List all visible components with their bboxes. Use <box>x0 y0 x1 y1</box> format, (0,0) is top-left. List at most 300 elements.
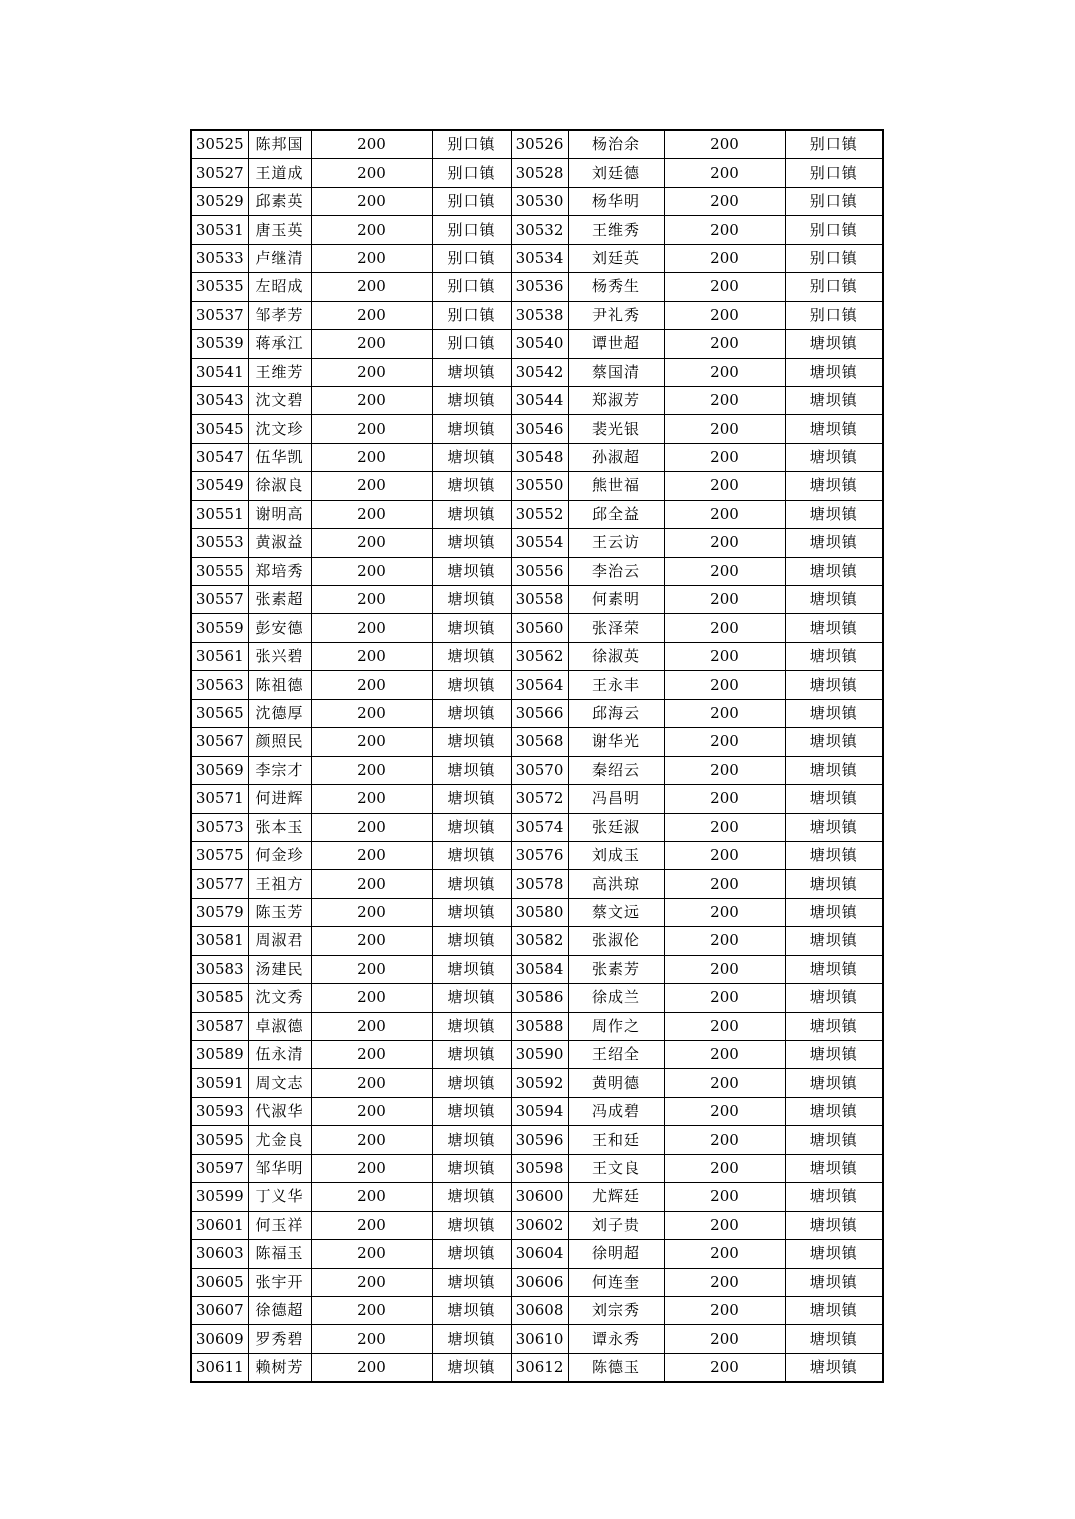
name-cell: 徐明超 <box>568 1240 664 1268</box>
name-cell: 谭永秀 <box>568 1325 664 1353</box>
amount-cell: 200 <box>664 415 785 443</box>
name-cell: 刘廷德 <box>568 159 664 187</box>
name-cell: 李宗才 <box>248 756 311 784</box>
record-id-cell: 30591 <box>191 1069 248 1097</box>
record-id-cell: 30549 <box>191 472 248 500</box>
town-cell: 塘坝镇 <box>785 586 883 614</box>
amount-cell: 200 <box>311 386 432 414</box>
record-id-cell: 30576 <box>511 841 568 869</box>
amount-cell: 200 <box>664 1211 785 1239</box>
town-cell: 塘坝镇 <box>785 870 883 898</box>
table-row <box>191 159 883 187</box>
table-row <box>191 1268 883 1296</box>
name-cell: 邹孝芳 <box>248 301 311 329</box>
name-cell: 王祖方 <box>248 870 311 898</box>
town-cell: 塘坝镇 <box>785 1325 883 1353</box>
record-id-cell: 30539 <box>191 330 248 358</box>
record-id-cell: 30546 <box>511 415 568 443</box>
name-cell: 郑淑芳 <box>568 386 664 414</box>
table-row <box>191 1183 883 1211</box>
name-cell: 蔡文远 <box>568 898 664 926</box>
amount-cell: 200 <box>311 500 432 528</box>
town-cell: 塘坝镇 <box>785 927 883 955</box>
name-cell: 罗秀碧 <box>248 1325 311 1353</box>
name-cell: 陈玉芳 <box>248 898 311 926</box>
amount-cell: 200 <box>664 927 785 955</box>
amount-cell: 200 <box>311 1097 432 1125</box>
record-id-cell: 30561 <box>191 642 248 670</box>
town-cell: 别口镇 <box>432 130 511 159</box>
town-cell: 塘坝镇 <box>785 841 883 869</box>
name-cell: 何玉祥 <box>248 1211 311 1239</box>
amount-cell: 200 <box>311 785 432 813</box>
record-id-cell: 30543 <box>191 386 248 414</box>
table-row <box>191 870 883 898</box>
record-id-cell: 30566 <box>511 699 568 727</box>
table-row <box>191 330 883 358</box>
town-cell: 塘坝镇 <box>785 529 883 557</box>
amount-cell: 200 <box>311 358 432 386</box>
name-cell: 陈邦国 <box>248 130 311 159</box>
record-id-cell: 30568 <box>511 728 568 756</box>
amount-cell: 200 <box>664 1325 785 1353</box>
amount-cell: 200 <box>311 1296 432 1324</box>
table-row <box>191 728 883 756</box>
town-cell: 塘坝镇 <box>432 1325 511 1353</box>
town-cell: 塘坝镇 <box>432 1154 511 1182</box>
record-id-cell: 30544 <box>511 386 568 414</box>
name-cell: 孙淑超 <box>568 443 664 471</box>
table-row <box>191 1126 883 1154</box>
amount-cell: 200 <box>311 1325 432 1353</box>
amount-cell: 200 <box>664 955 785 983</box>
amount-cell: 200 <box>664 1296 785 1324</box>
record-id-cell: 30605 <box>191 1268 248 1296</box>
record-id-cell: 30555 <box>191 557 248 585</box>
town-cell: 塘坝镇 <box>432 1069 511 1097</box>
amount-cell: 200 <box>311 216 432 244</box>
town-cell: 塘坝镇 <box>432 728 511 756</box>
amount-cell: 200 <box>664 500 785 528</box>
amount-cell: 200 <box>311 1211 432 1239</box>
name-cell: 张本玉 <box>248 813 311 841</box>
amount-cell: 200 <box>664 557 785 585</box>
town-cell: 塘坝镇 <box>785 1012 883 1040</box>
record-id-cell: 30542 <box>511 358 568 386</box>
name-cell: 张廷淑 <box>568 813 664 841</box>
record-id-cell: 30564 <box>511 671 568 699</box>
table-row <box>191 472 883 500</box>
amount-cell: 200 <box>311 1041 432 1069</box>
name-cell: 张淑伦 <box>568 927 664 955</box>
name-cell: 高洪琼 <box>568 870 664 898</box>
record-id-cell: 30567 <box>191 728 248 756</box>
amount-cell: 200 <box>311 1353 432 1382</box>
name-cell: 王维芳 <box>248 358 311 386</box>
record-id-cell: 30548 <box>511 443 568 471</box>
town-cell: 别口镇 <box>785 301 883 329</box>
name-cell: 邱海云 <box>568 699 664 727</box>
town-cell: 塘坝镇 <box>432 1041 511 1069</box>
amount-cell: 200 <box>311 130 432 159</box>
table-row <box>191 1069 883 1097</box>
name-cell: 王和廷 <box>568 1126 664 1154</box>
record-id-cell: 30587 <box>191 1012 248 1040</box>
amount-cell: 200 <box>664 1154 785 1182</box>
amount-cell: 200 <box>311 557 432 585</box>
table-row <box>191 1325 883 1353</box>
record-id-cell: 30590 <box>511 1041 568 1069</box>
town-cell: 塘坝镇 <box>785 1211 883 1239</box>
record-id-cell: 30553 <box>191 529 248 557</box>
table-row <box>191 614 883 642</box>
record-id-cell: 30598 <box>511 1154 568 1182</box>
record-id-cell: 30529 <box>191 187 248 215</box>
record-id-cell: 30582 <box>511 927 568 955</box>
amount-cell: 200 <box>664 671 785 699</box>
name-cell: 周淑君 <box>248 927 311 955</box>
town-cell: 塘坝镇 <box>432 1183 511 1211</box>
town-cell: 别口镇 <box>432 244 511 272</box>
town-cell: 别口镇 <box>432 273 511 301</box>
amount-cell: 200 <box>311 927 432 955</box>
record-id-cell: 30612 <box>511 1353 568 1382</box>
name-cell: 秦绍云 <box>568 756 664 784</box>
name-cell: 尤辉廷 <box>568 1183 664 1211</box>
record-id-cell: 30580 <box>511 898 568 926</box>
table-row <box>191 273 883 301</box>
name-cell: 邱素英 <box>248 187 311 215</box>
town-cell: 塘坝镇 <box>432 1097 511 1125</box>
record-id-cell: 30609 <box>191 1325 248 1353</box>
amount-cell: 200 <box>664 1097 785 1125</box>
amount-cell: 200 <box>311 159 432 187</box>
table-row <box>191 1353 883 1382</box>
record-id-cell: 30562 <box>511 642 568 670</box>
record-id-cell: 30565 <box>191 699 248 727</box>
name-cell: 徐淑英 <box>568 642 664 670</box>
name-cell: 王维秀 <box>568 216 664 244</box>
amount-cell: 200 <box>311 415 432 443</box>
name-cell: 尹礼秀 <box>568 301 664 329</box>
name-cell: 陈福玉 <box>248 1240 311 1268</box>
town-cell: 塘坝镇 <box>785 1126 883 1154</box>
name-cell: 沈德厚 <box>248 699 311 727</box>
town-cell: 塘坝镇 <box>432 785 511 813</box>
record-id-cell: 30533 <box>191 244 248 272</box>
name-cell: 沈文碧 <box>248 386 311 414</box>
amount-cell: 200 <box>664 898 785 926</box>
record-id-cell: 30540 <box>511 330 568 358</box>
record-id-cell: 30585 <box>191 984 248 1012</box>
record-id-cell: 30536 <box>511 273 568 301</box>
town-cell: 塘坝镇 <box>785 614 883 642</box>
name-cell: 杨华明 <box>568 187 664 215</box>
town-cell: 塘坝镇 <box>785 699 883 727</box>
amount-cell: 200 <box>664 443 785 471</box>
table-row <box>191 841 883 869</box>
table-row <box>191 1097 883 1125</box>
name-cell: 冯成碧 <box>568 1097 664 1125</box>
table-row <box>191 813 883 841</box>
name-cell: 汤建民 <box>248 955 311 983</box>
town-cell: 塘坝镇 <box>785 898 883 926</box>
amount-cell: 200 <box>311 1126 432 1154</box>
name-cell: 郑培秀 <box>248 557 311 585</box>
name-cell: 王永丰 <box>568 671 664 699</box>
amount-cell: 200 <box>311 443 432 471</box>
town-cell: 塘坝镇 <box>785 955 883 983</box>
name-cell: 卢继清 <box>248 244 311 272</box>
amount-cell: 200 <box>664 330 785 358</box>
name-cell: 何进辉 <box>248 785 311 813</box>
record-id-cell: 30527 <box>191 159 248 187</box>
name-cell: 冯昌明 <box>568 785 664 813</box>
name-cell: 谭世超 <box>568 330 664 358</box>
table-row <box>191 642 883 670</box>
name-cell: 代淑华 <box>248 1097 311 1125</box>
amount-cell: 200 <box>664 1240 785 1268</box>
amount-cell: 200 <box>664 1069 785 1097</box>
amount-cell: 200 <box>311 813 432 841</box>
amount-cell: 200 <box>664 785 785 813</box>
town-cell: 塘坝镇 <box>432 813 511 841</box>
town-cell: 塘坝镇 <box>785 472 883 500</box>
table-row <box>191 529 883 557</box>
town-cell: 别口镇 <box>785 216 883 244</box>
name-cell: 刘成玉 <box>568 841 664 869</box>
record-id-cell: 30608 <box>511 1296 568 1324</box>
record-id-cell: 30593 <box>191 1097 248 1125</box>
name-cell: 张泽荣 <box>568 614 664 642</box>
town-cell: 塘坝镇 <box>432 529 511 557</box>
table-row <box>191 898 883 926</box>
town-cell: 塘坝镇 <box>785 1097 883 1125</box>
name-cell: 何素明 <box>568 586 664 614</box>
amount-cell: 200 <box>664 1012 785 1040</box>
amount-cell: 200 <box>664 984 785 1012</box>
amount-cell: 200 <box>664 870 785 898</box>
town-cell: 塘坝镇 <box>432 1126 511 1154</box>
name-cell: 邹华明 <box>248 1154 311 1182</box>
record-id-cell: 30601 <box>191 1211 248 1239</box>
amount-cell: 200 <box>311 1069 432 1097</box>
town-cell: 别口镇 <box>432 216 511 244</box>
name-cell: 王绍全 <box>568 1041 664 1069</box>
record-id-cell: 30594 <box>511 1097 568 1125</box>
table-row <box>191 1296 883 1324</box>
amount-cell: 200 <box>311 642 432 670</box>
town-cell: 塘坝镇 <box>432 642 511 670</box>
table-row <box>191 927 883 955</box>
name-cell: 沈文珍 <box>248 415 311 443</box>
town-cell: 塘坝镇 <box>785 1240 883 1268</box>
record-id-cell: 30584 <box>511 955 568 983</box>
name-cell: 徐德超 <box>248 1296 311 1324</box>
town-cell: 塘坝镇 <box>432 1296 511 1324</box>
amount-cell: 200 <box>311 870 432 898</box>
name-cell: 刘子贵 <box>568 1211 664 1239</box>
amount-cell: 200 <box>311 187 432 215</box>
amount-cell: 200 <box>311 984 432 1012</box>
name-cell: 伍永清 <box>248 1041 311 1069</box>
amount-cell: 200 <box>311 699 432 727</box>
name-cell: 邱全益 <box>568 500 664 528</box>
town-cell: 塘坝镇 <box>432 1012 511 1040</box>
name-cell: 熊世福 <box>568 472 664 500</box>
town-cell: 塘坝镇 <box>785 642 883 670</box>
town-cell: 塘坝镇 <box>785 1353 883 1382</box>
record-id-cell: 30556 <box>511 557 568 585</box>
amount-cell: 200 <box>311 955 432 983</box>
table-row <box>191 1211 883 1239</box>
table-row <box>191 1240 883 1268</box>
name-cell: 丁义华 <box>248 1183 311 1211</box>
name-cell: 伍华凯 <box>248 443 311 471</box>
name-cell: 尤金良 <box>248 1126 311 1154</box>
town-cell: 塘坝镇 <box>785 443 883 471</box>
table-row <box>191 500 883 528</box>
name-cell: 何金珍 <box>248 841 311 869</box>
name-cell: 唐玉英 <box>248 216 311 244</box>
amount-cell: 200 <box>664 1126 785 1154</box>
name-cell: 沈文秀 <box>248 984 311 1012</box>
town-cell: 别口镇 <box>785 130 883 159</box>
record-id-cell: 30541 <box>191 358 248 386</box>
record-id-cell: 30588 <box>511 1012 568 1040</box>
record-id-cell: 30583 <box>191 955 248 983</box>
record-id-cell: 30545 <box>191 415 248 443</box>
table-row <box>191 984 883 1012</box>
roster-table <box>190 129 884 1383</box>
amount-cell: 200 <box>311 301 432 329</box>
town-cell: 塘坝镇 <box>785 1268 883 1296</box>
amount-cell: 200 <box>311 330 432 358</box>
amount-cell: 200 <box>664 130 785 159</box>
town-cell: 塘坝镇 <box>785 386 883 414</box>
amount-cell: 200 <box>311 1183 432 1211</box>
record-id-cell: 30525 <box>191 130 248 159</box>
amount-cell: 200 <box>664 1353 785 1382</box>
town-cell: 塘坝镇 <box>432 984 511 1012</box>
town-cell: 塘坝镇 <box>432 1211 511 1239</box>
record-id-cell: 30537 <box>191 301 248 329</box>
name-cell: 王云访 <box>568 529 664 557</box>
town-cell: 塘坝镇 <box>785 785 883 813</box>
town-cell: 塘坝镇 <box>432 586 511 614</box>
record-id-cell: 30586 <box>511 984 568 1012</box>
town-cell: 别口镇 <box>785 273 883 301</box>
table-row <box>191 301 883 329</box>
amount-cell: 200 <box>311 472 432 500</box>
table-row <box>191 415 883 443</box>
amount-cell: 200 <box>311 671 432 699</box>
amount-cell: 200 <box>664 586 785 614</box>
town-cell: 塘坝镇 <box>432 386 511 414</box>
record-id-cell: 30573 <box>191 813 248 841</box>
town-cell: 塘坝镇 <box>785 756 883 784</box>
name-cell: 张兴碧 <box>248 642 311 670</box>
amount-cell: 200 <box>311 1012 432 1040</box>
record-id-cell: 30554 <box>511 529 568 557</box>
record-id-cell: 30530 <box>511 187 568 215</box>
town-cell: 塘坝镇 <box>432 472 511 500</box>
amount-cell: 200 <box>664 841 785 869</box>
town-cell: 塘坝镇 <box>432 500 511 528</box>
record-id-cell: 30596 <box>511 1126 568 1154</box>
table-row <box>191 358 883 386</box>
name-cell: 赖树芳 <box>248 1353 311 1382</box>
record-id-cell: 30531 <box>191 216 248 244</box>
amount-cell: 200 <box>664 1183 785 1211</box>
table-row <box>191 586 883 614</box>
name-cell: 周作之 <box>568 1012 664 1040</box>
amount-cell: 200 <box>311 273 432 301</box>
record-id-cell: 30611 <box>191 1353 248 1382</box>
record-id-cell: 30557 <box>191 586 248 614</box>
amount-cell: 200 <box>664 159 785 187</box>
town-cell: 塘坝镇 <box>785 984 883 1012</box>
amount-cell: 200 <box>311 529 432 557</box>
name-cell: 周文志 <box>248 1069 311 1097</box>
amount-cell: 200 <box>311 841 432 869</box>
amount-cell: 200 <box>664 472 785 500</box>
town-cell: 塘坝镇 <box>432 756 511 784</box>
table-row <box>191 386 883 414</box>
name-cell: 何连奎 <box>568 1268 664 1296</box>
amount-cell: 200 <box>664 1041 785 1069</box>
record-id-cell: 30528 <box>511 159 568 187</box>
record-id-cell: 30559 <box>191 614 248 642</box>
table-row <box>191 955 883 983</box>
name-cell: 杨秀生 <box>568 273 664 301</box>
record-id-cell: 30552 <box>511 500 568 528</box>
town-cell: 塘坝镇 <box>785 500 883 528</box>
roster-table-body <box>191 130 883 1382</box>
name-cell: 陈德玉 <box>568 1353 664 1382</box>
table-row <box>191 443 883 471</box>
table-row <box>191 187 883 215</box>
amount-cell: 200 <box>311 756 432 784</box>
name-cell: 彭安德 <box>248 614 311 642</box>
record-id-cell: 30578 <box>511 870 568 898</box>
town-cell: 塘坝镇 <box>432 1268 511 1296</box>
name-cell: 黄淑益 <box>248 529 311 557</box>
record-id-cell: 30589 <box>191 1041 248 1069</box>
amount-cell: 200 <box>311 614 432 642</box>
record-id-cell: 30577 <box>191 870 248 898</box>
name-cell: 左昭成 <box>248 273 311 301</box>
name-cell: 黄明德 <box>568 1069 664 1097</box>
record-id-cell: 30575 <box>191 841 248 869</box>
town-cell: 塘坝镇 <box>785 671 883 699</box>
record-id-cell: 30606 <box>511 1268 568 1296</box>
name-cell: 谢华光 <box>568 728 664 756</box>
town-cell: 塘坝镇 <box>785 813 883 841</box>
amount-cell: 200 <box>311 1268 432 1296</box>
record-id-cell: 30579 <box>191 898 248 926</box>
town-cell: 塘坝镇 <box>432 443 511 471</box>
name-cell: 王道成 <box>248 159 311 187</box>
record-id-cell: 30610 <box>511 1325 568 1353</box>
name-cell: 刘宗秀 <box>568 1296 664 1324</box>
name-cell: 颜照民 <box>248 728 311 756</box>
table-row <box>191 756 883 784</box>
town-cell: 塘坝镇 <box>785 358 883 386</box>
town-cell: 别口镇 <box>432 159 511 187</box>
amount-cell: 200 <box>664 642 785 670</box>
name-cell: 卓淑德 <box>248 1012 311 1040</box>
